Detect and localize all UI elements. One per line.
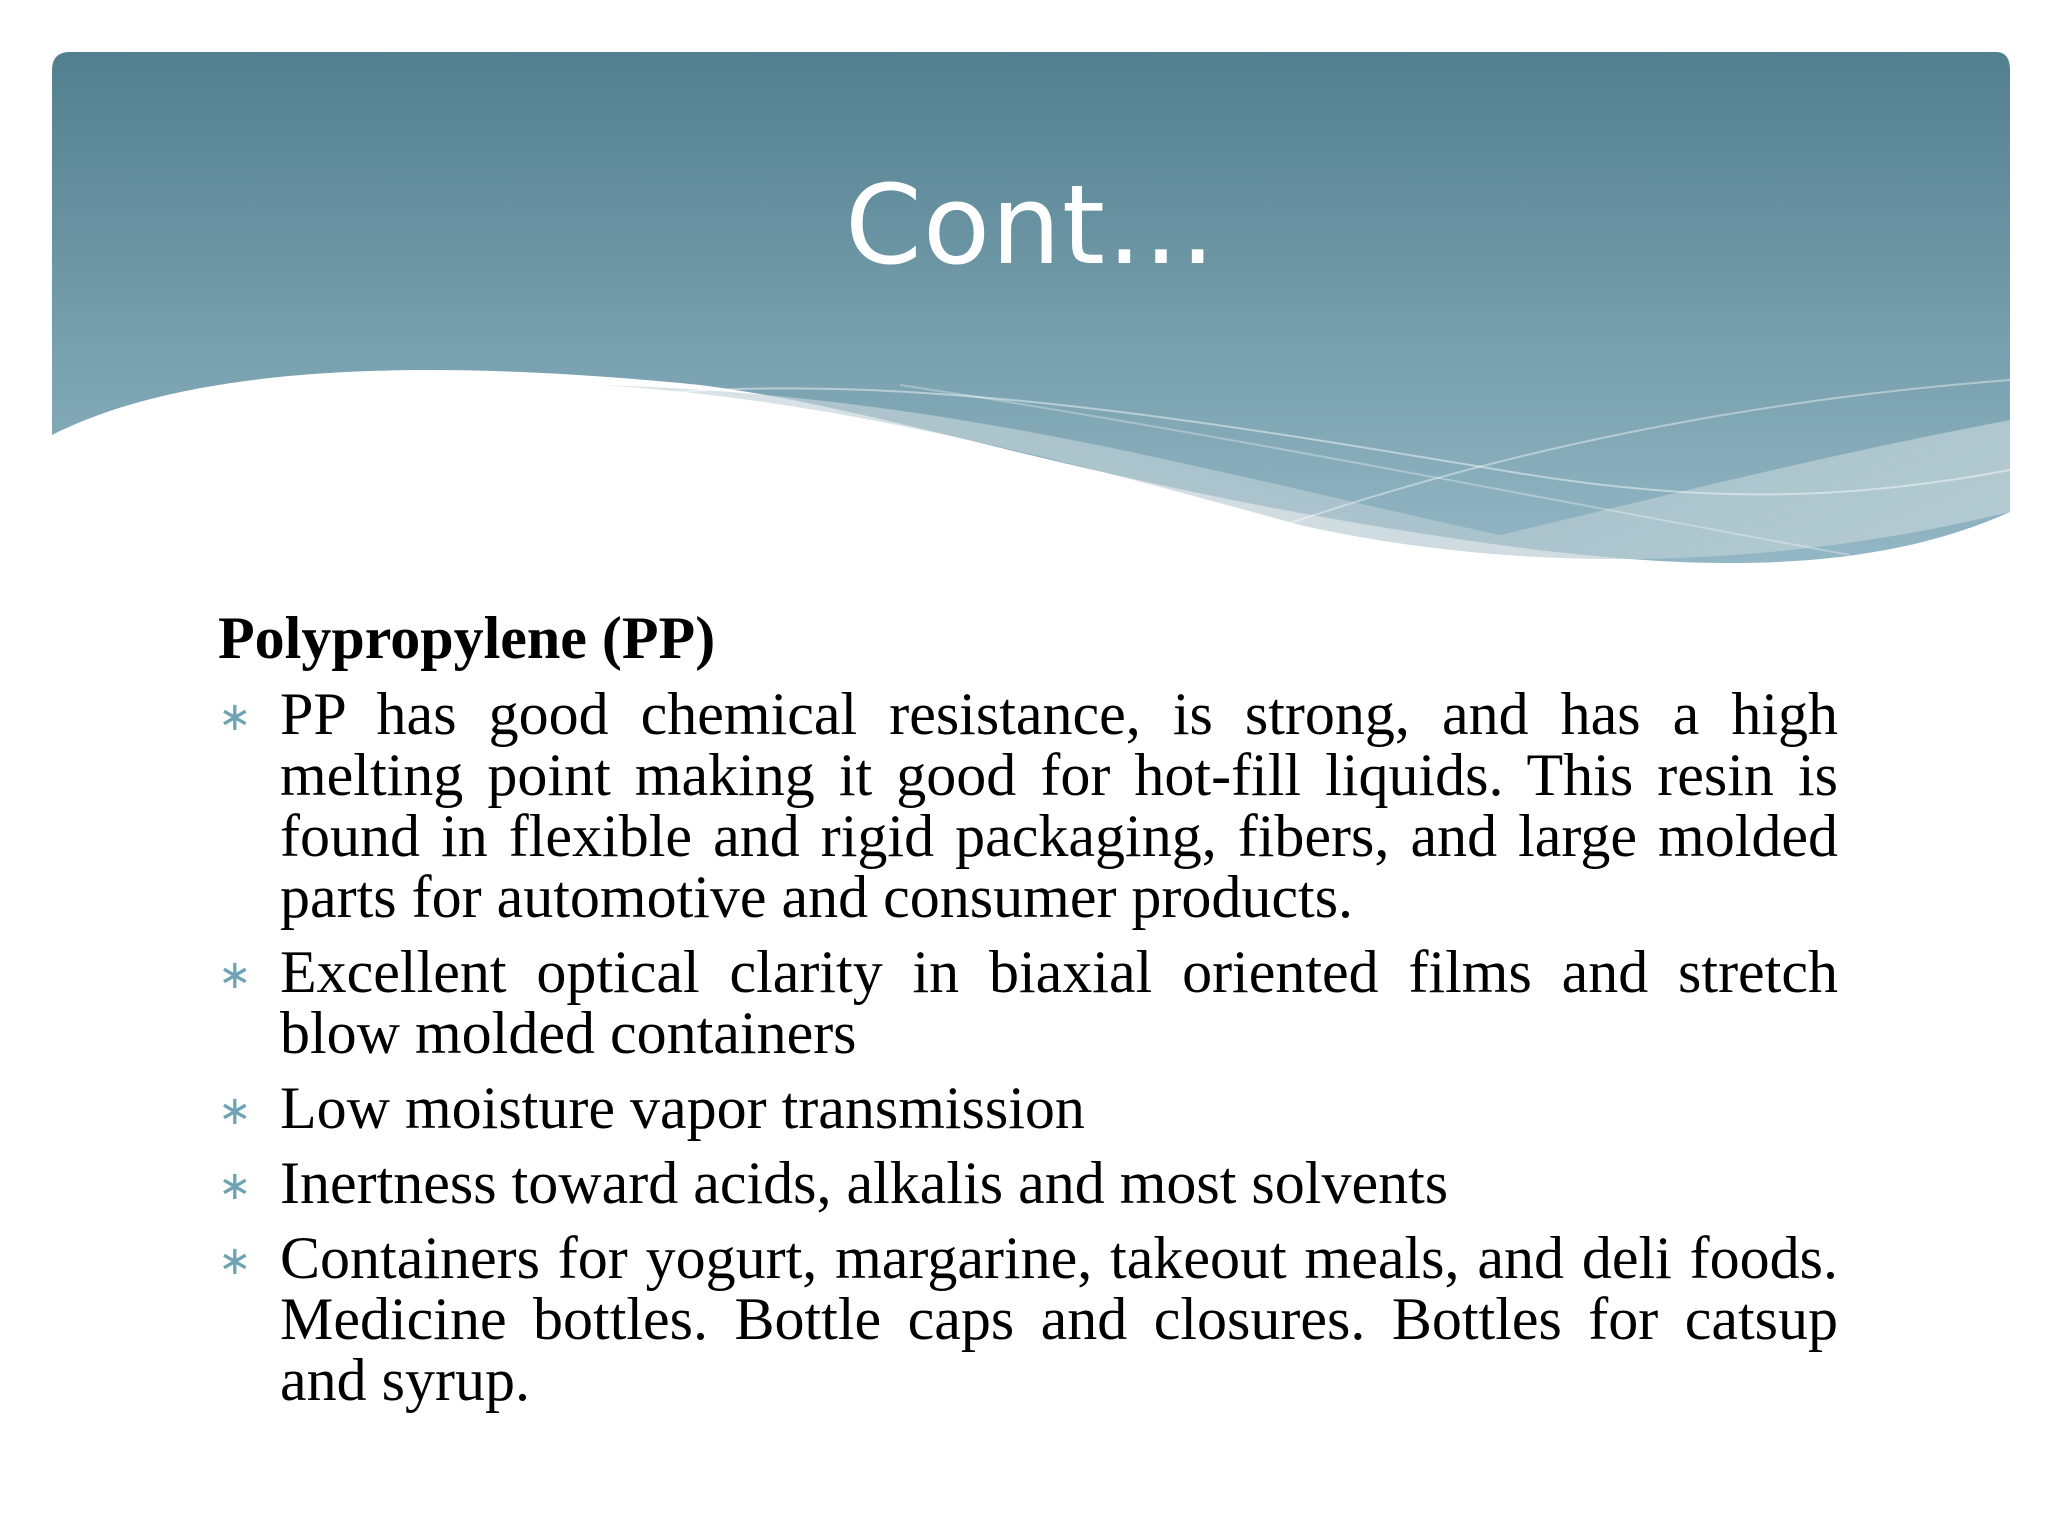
asterisk-icon: ∗ <box>218 1238 252 1284</box>
bullet-text: PP has good chemical resistance, is strong, and has a high melting point making it good for hot-fill liquids. This resin is found in flexible and rigid packaging, fibers, and large molded parts for automotive and consumer products. <box>280 681 1838 930</box>
bullet-item <box>218 939 1838 1066</box>
asterisk-icon: ∗ <box>218 1163 252 1209</box>
bullet-text: Containers for yogurt, margarine, takeout meals, and deli foods. Medicine bottles. Bottle caps and closures. Bottles for catsup and syrup. <box>280 1225 1838 1413</box>
bullet-item <box>218 1150 1838 1216</box>
bullet-text: Excellent optical clarity in biaxial oriented films and stretch blow molded containers <box>280 939 1838 1066</box>
bullet-item <box>218 1225 1838 1413</box>
asterisk-icon: ∗ <box>218 1088 252 1134</box>
bullet-item <box>218 681 1838 930</box>
bullet-text: Low moisture vapor transmission <box>280 1075 1085 1141</box>
asterisk-icon: ∗ <box>218 952 252 998</box>
header-wave-banner <box>0 0 2048 600</box>
bullet-list <box>218 681 1838 1413</box>
bullet-item <box>218 1075 1838 1141</box>
slide-body <box>218 602 1838 1425</box>
section-heading: Polypropylene (PP) <box>218 605 716 671</box>
bullet-text: Inertness toward acids, alkalis and most solvents <box>280 1150 1449 1216</box>
asterisk-icon: ∗ <box>218 694 252 740</box>
slide-title: Cont… <box>845 161 1217 289</box>
